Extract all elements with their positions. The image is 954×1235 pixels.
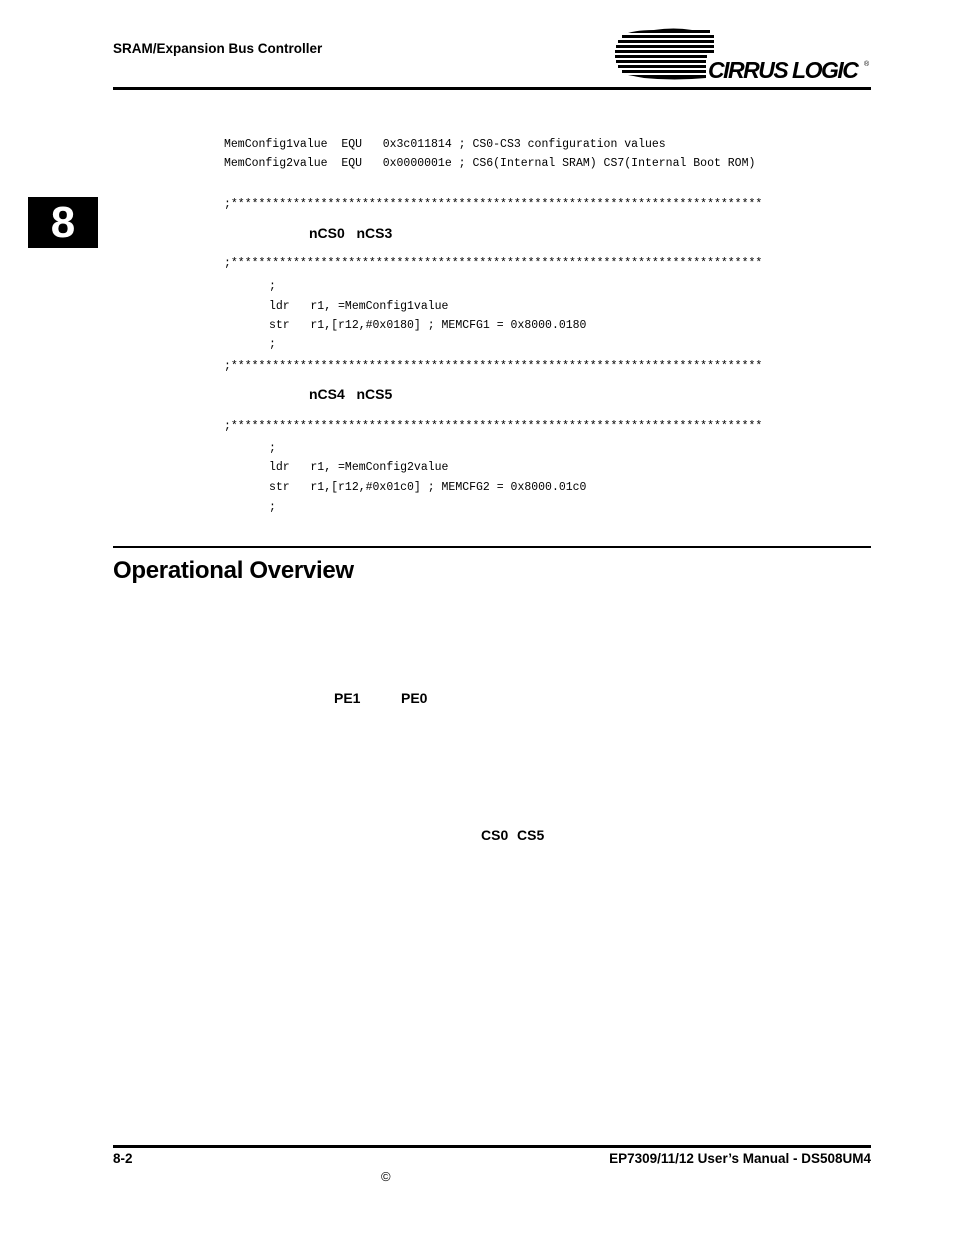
chapter-tab: 8: [28, 197, 98, 248]
code-line: MemConfig2value EQU 0x0000001e ; CS6(Internal SRAM) CS7(Internal Boot ROM): [224, 157, 756, 170]
footer-rule: [113, 1145, 871, 1148]
code-separator: ;*****************************************************************************: [224, 420, 763, 433]
running-header-title: SRAM/Expansion Bus Controller: [113, 41, 323, 56]
code-line: ldr r1, =MemConfig1value: [269, 300, 449, 313]
code-line: ;: [269, 280, 276, 293]
copyright-symbol: ©: [381, 1169, 391, 1184]
section-title: Operational Overview: [113, 557, 354, 584]
signal-label-pe1: PE1: [334, 690, 361, 706]
code-line: ;: [269, 501, 276, 514]
signal-label-cs5: CS5: [517, 827, 545, 843]
code-separator: ;*****************************************************************************: [224, 257, 763, 270]
signal-label-pe0: PE0: [401, 690, 428, 706]
cirrus-logic-logo: [614, 27, 872, 83]
code-separator: ;*****************************************************************************: [224, 360, 763, 373]
signal-label-cs0: CS0: [481, 827, 509, 843]
manual-title: EP7309/11/12 User’s Manual - DS508UM4: [609, 1151, 871, 1166]
section-rule: [113, 546, 871, 548]
header-rule: [113, 87, 871, 90]
page-number: 8-2: [113, 1151, 133, 1166]
code-section-label: nCS4 nCS5: [309, 386, 393, 402]
code-line: str r1,[r12,#0x01c0] ; MEMCFG2 = 0x8000.01c0: [269, 481, 587, 494]
code-line: ;: [269, 442, 276, 455]
code-line: ;: [269, 338, 276, 351]
code-line: MemConfig1value EQU 0x3c011814 ; CS0-CS3 configuration values: [224, 138, 666, 151]
code-section-label: nCS0 nCS3: [309, 225, 393, 241]
code-line: ldr r1, =MemConfig2value: [269, 461, 449, 474]
code-line: str r1,[r12,#0x0180] ; MEMCFG1 = 0x8000.0180: [269, 319, 587, 332]
logo-wordmark: CIRRUS LOGIC: [708, 57, 858, 83]
registered-mark: ®: [864, 61, 870, 68]
code-separator: ;*****************************************************************************: [224, 198, 763, 211]
